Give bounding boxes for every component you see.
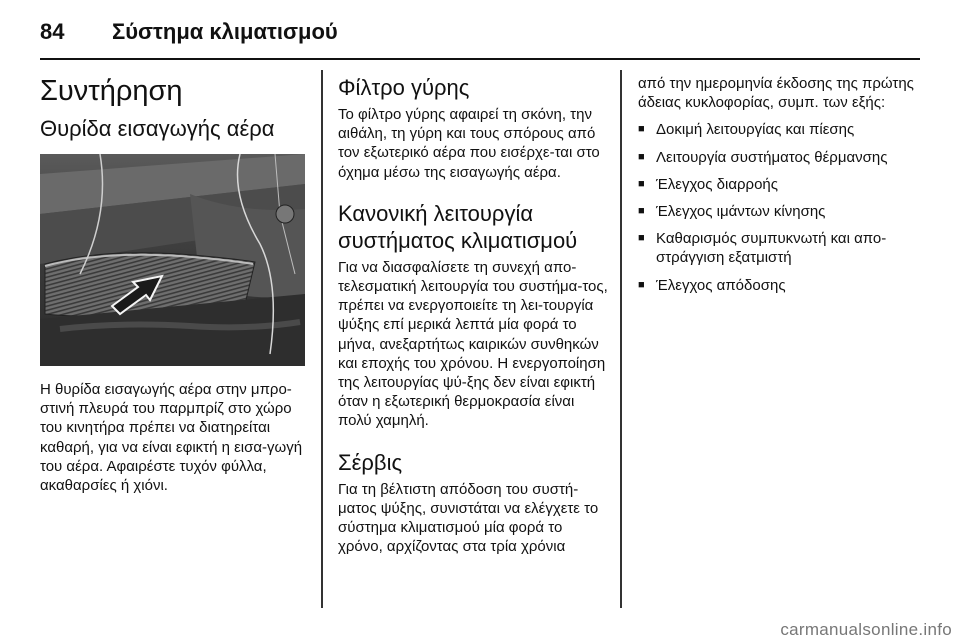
pollen-filter-text: Το φίλτρο γύρης αφαιρεί τη σκόνη, την αιθάλη, τη γύρη και τους σπόρους από τον εξωτερικό αέρα που εισέρχε-ται στο όχημα μέσω της εισαγωγής αέρα.	[338, 106, 600, 181]
page-number: 84	[40, 19, 65, 44]
service-checklist	[638, 120, 918, 294]
square-bullet-icon: ■	[638, 123, 645, 136]
square-bullet-icon: ■	[638, 150, 645, 163]
left-column	[40, 74, 305, 495]
regular-operation-text: Για να διασφαλίσετε τη συνεχή απο-τελεσματική λειτουργία του συστήμα-τος, πρέπει να ενεργοποιείτε τη λει-τουργία ψύξης επί μερικά λεπτά μία φορά το μήνα, ανεξαρτήτως καιρικών συνθηκών και εποχής του χρόνου. Η ενεργοποίηση της λειτουργίας ψύ-ξης δεν είναι εφικτή όταν η εξωτερική θερμοκρασία είναι πολύ χαμηλή.	[338, 258, 608, 430]
page-header	[40, 10, 920, 54]
pollen-filter-heading: Φίλτρο γύρης	[338, 75, 470, 100]
running-title: Σύστημα κλιματισμού	[112, 19, 338, 44]
square-bullet-icon: ■	[638, 205, 645, 218]
service-text: Για τη βέλτιστη απόδοση του συστή-ματος ψύξης, συνιστάται να ελέγχετε το σύστημα κλιματισμού μία φορά το χρόνο, αρχίζοντας στα τρία χρόνια	[338, 480, 599, 556]
service-continued-text: από την ημερομηνία έκδοσης της πρώτης άδειας κυκλοφορίας, συμπ. των εξής:	[638, 75, 914, 112]
air-intake-heading: Θυρίδα εισαγωγής αέρα	[40, 116, 275, 141]
list-item: ■ Δοκιμή λειτουργίας και πίεσης	[638, 121, 855, 139]
square-bullet-icon: ■	[638, 278, 645, 291]
right-column	[638, 74, 918, 295]
air-intake-text: Η θυρίδα εισαγωγής αέρα στην μπρο-στινή πλευρά του παρμπρίζ στο χώρο του κινητήρα πρέπει να διατηρείται καθαρή, για να είναι εφικτή η εισα-γωγή του αέρα. Αφαιρέστε τυχόν φύλλα, ακαθαρσίες ή χιόνι.	[40, 381, 303, 495]
column-divider-2	[620, 70, 622, 608]
list-item: ■ Λειτουργία συστήματος θέρμανσης	[638, 148, 888, 166]
list-item: ■ Έλεγχος διαρροής	[638, 175, 778, 193]
service-heading: Σέρβις	[338, 449, 403, 475]
column-divider-1	[321, 70, 323, 608]
list-item: ■ Έλεγχος ιμάντων κίνησης	[638, 203, 826, 221]
watermark: carmanualsonline.info	[780, 620, 952, 639]
header-rule	[40, 58, 920, 60]
middle-column	[338, 74, 610, 556]
list-item: ■ Καθαρισμός συμπυκνωτή και απο-στράγγιση εξατμιστή	[638, 230, 887, 267]
engine-bay-photo	[40, 154, 305, 366]
regular-operation-heading: Κανονική λειτουργία συστήματος κλιματισμού	[338, 200, 578, 253]
square-bullet-icon: ■	[638, 232, 645, 245]
list-item: ■ Έλεγχος απόδοσης	[638, 276, 786, 294]
section-heading: Συντήρηση	[40, 75, 183, 107]
square-bullet-icon: ■	[638, 177, 645, 190]
